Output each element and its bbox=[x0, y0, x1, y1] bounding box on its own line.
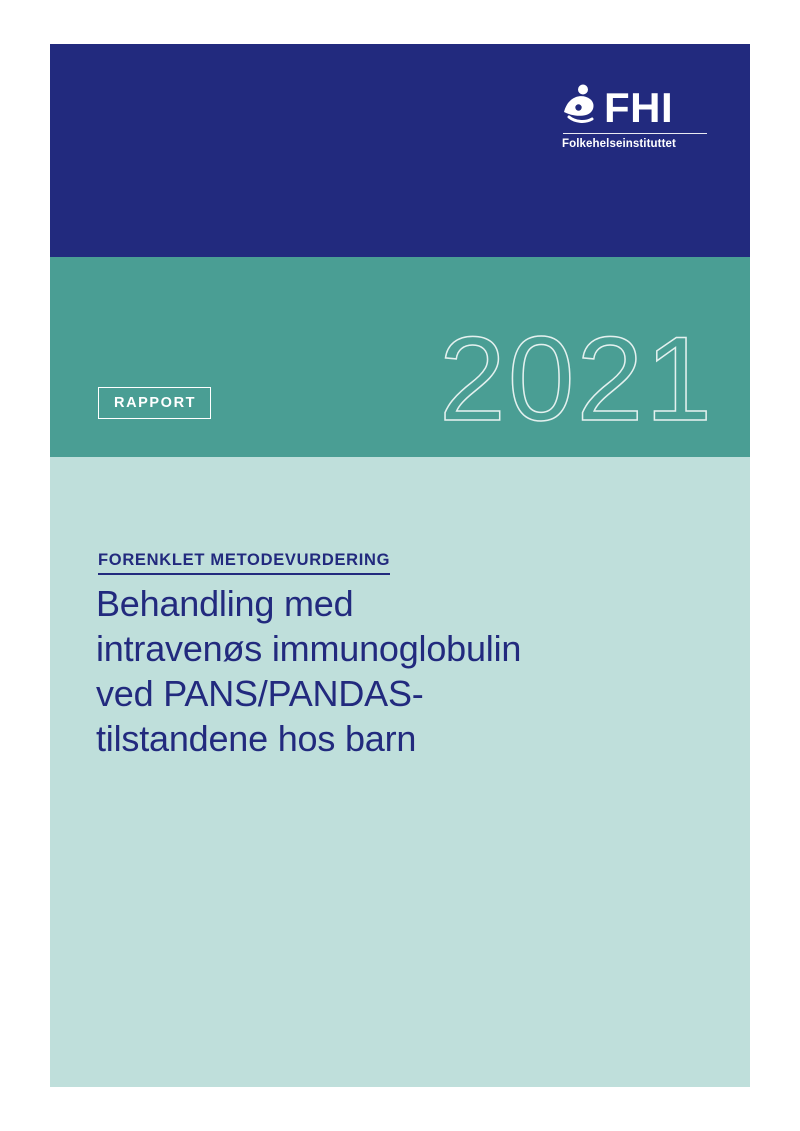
cover-title-band bbox=[50, 457, 750, 1087]
logo-subtitle: Folkehelseinstituttet bbox=[562, 138, 676, 150]
report-type-badge: RAPPORT bbox=[98, 387, 211, 419]
cover-title: Behandling med intravenøs immunoglobulin ved PANS/PANDAS-tilstandene hos barn bbox=[96, 583, 522, 759]
logo-wordmark: FHI bbox=[604, 84, 674, 132]
report-cover bbox=[50, 44, 750, 1087]
publication-year: 2021 bbox=[439, 312, 714, 446]
logo-row bbox=[562, 82, 712, 132]
fhi-figure-icon bbox=[562, 82, 598, 128]
cover-accent-band bbox=[50, 257, 750, 457]
cover-kicker: FORENKLET METODEVURDERING bbox=[98, 551, 390, 575]
logo-divider bbox=[563, 133, 707, 134]
cover-header-band bbox=[50, 44, 750, 257]
publisher-logo bbox=[562, 82, 712, 150]
